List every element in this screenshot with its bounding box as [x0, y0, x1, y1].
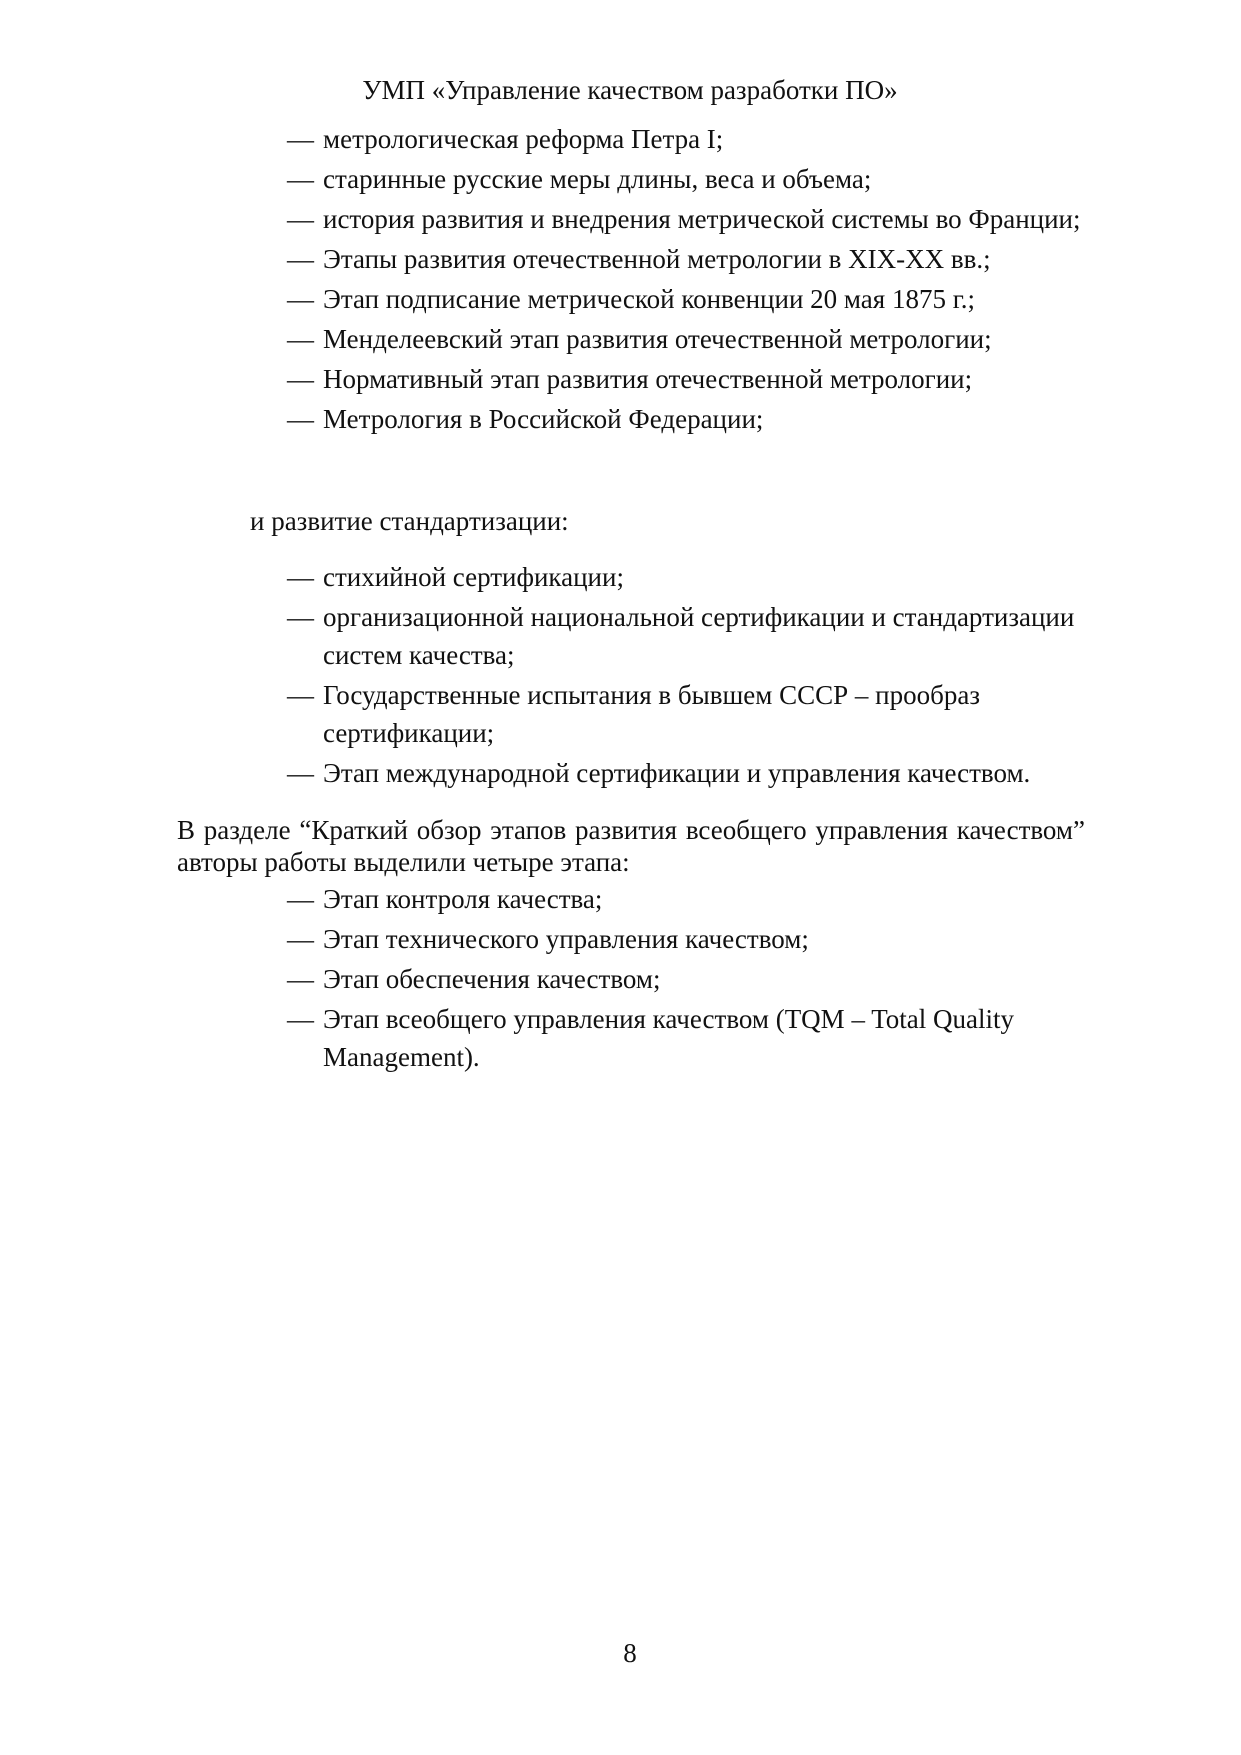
dash-marker: —	[287, 758, 314, 788]
list-item	[287, 360, 1107, 398]
list-item-text: организационной национальной сертификации и стандартизации систем качества;	[323, 602, 1075, 670]
list-item-text: Этап контроля качества;	[323, 884, 603, 914]
standardization-lead-text: и развитие стандартизации:	[250, 506, 569, 536]
certification-stages-list	[287, 558, 1107, 792]
page-header: УМП «Управление качеством разработки ПО»	[362, 75, 898, 105]
list-item	[287, 200, 1107, 238]
list-item	[287, 598, 1107, 674]
list-item	[287, 160, 1107, 198]
dash-marker: —	[287, 1004, 314, 1034]
list-item-text: Метрология в Российской Федерации;	[323, 404, 764, 434]
dash-marker: —	[287, 562, 314, 592]
dash-marker: —	[287, 602, 314, 632]
quality-management-stages-list	[287, 880, 1107, 1076]
list-item-text: Этап обеспечения качеством;	[323, 964, 661, 994]
list-item-text: Этап технического управления качеством;	[323, 924, 809, 954]
dash-marker: —	[287, 964, 314, 994]
list-item-text: Этап подписание метрической конвенции 20 мая 1875 г.;	[323, 284, 975, 314]
list-item	[287, 120, 1107, 158]
list-item	[287, 240, 1107, 278]
list-item-text: история развития и внедрения метрической системы во Франции;	[323, 204, 1081, 234]
metrology-stages-list	[287, 120, 1107, 438]
dash-marker: —	[287, 124, 314, 154]
list-item	[287, 558, 1107, 596]
list-item-text: Этапы развития отечественной метрологии в XIX-XX вв.;	[323, 244, 991, 274]
dash-marker: —	[287, 924, 314, 954]
list-item-text: Государственные испытания в бывшем СССР – прообраз сертификации;	[323, 680, 981, 748]
list-item	[287, 320, 1107, 358]
dash-marker: —	[287, 884, 314, 914]
list-item	[287, 880, 1107, 918]
list-item	[287, 920, 1107, 958]
list-item	[287, 280, 1107, 318]
dash-marker: —	[287, 324, 314, 354]
dash-marker: —	[287, 404, 314, 434]
list-item	[287, 754, 1107, 792]
dash-marker: —	[287, 364, 314, 394]
list-item-text: метрологическая реформа Петра I;	[323, 124, 724, 154]
dash-marker: —	[287, 204, 314, 234]
list-item-text: Этап международной сертификации и управления качеством.	[323, 758, 1031, 788]
list-item-text: старинные русские меры длины, веса и объема;	[323, 164, 872, 194]
dash-marker: —	[287, 244, 314, 274]
dash-marker: —	[287, 680, 314, 710]
page-number: 8	[623, 1638, 637, 1668]
list-item-text: стихийной сертификации;	[323, 562, 624, 592]
list-item-text: Нормативный этап развития отечественной метрологии;	[323, 364, 973, 394]
list-item	[287, 400, 1107, 438]
list-item-text: Менделеевский этап развития отечественной метрологии;	[323, 324, 992, 354]
list-item	[287, 960, 1107, 998]
tqm-overview-paragraph: В разделе “Краткий обзор этапов развития всеобщего управления качеством” авторы работы выделили четыре этапа:	[177, 815, 1085, 877]
dash-marker: —	[287, 164, 314, 194]
list-item	[287, 1000, 1107, 1076]
list-item	[287, 676, 1107, 752]
list-item-text: Этап всеобщего управления качеством (TQM – Total Quality Management).	[323, 1004, 1015, 1072]
dash-marker: —	[287, 284, 314, 314]
